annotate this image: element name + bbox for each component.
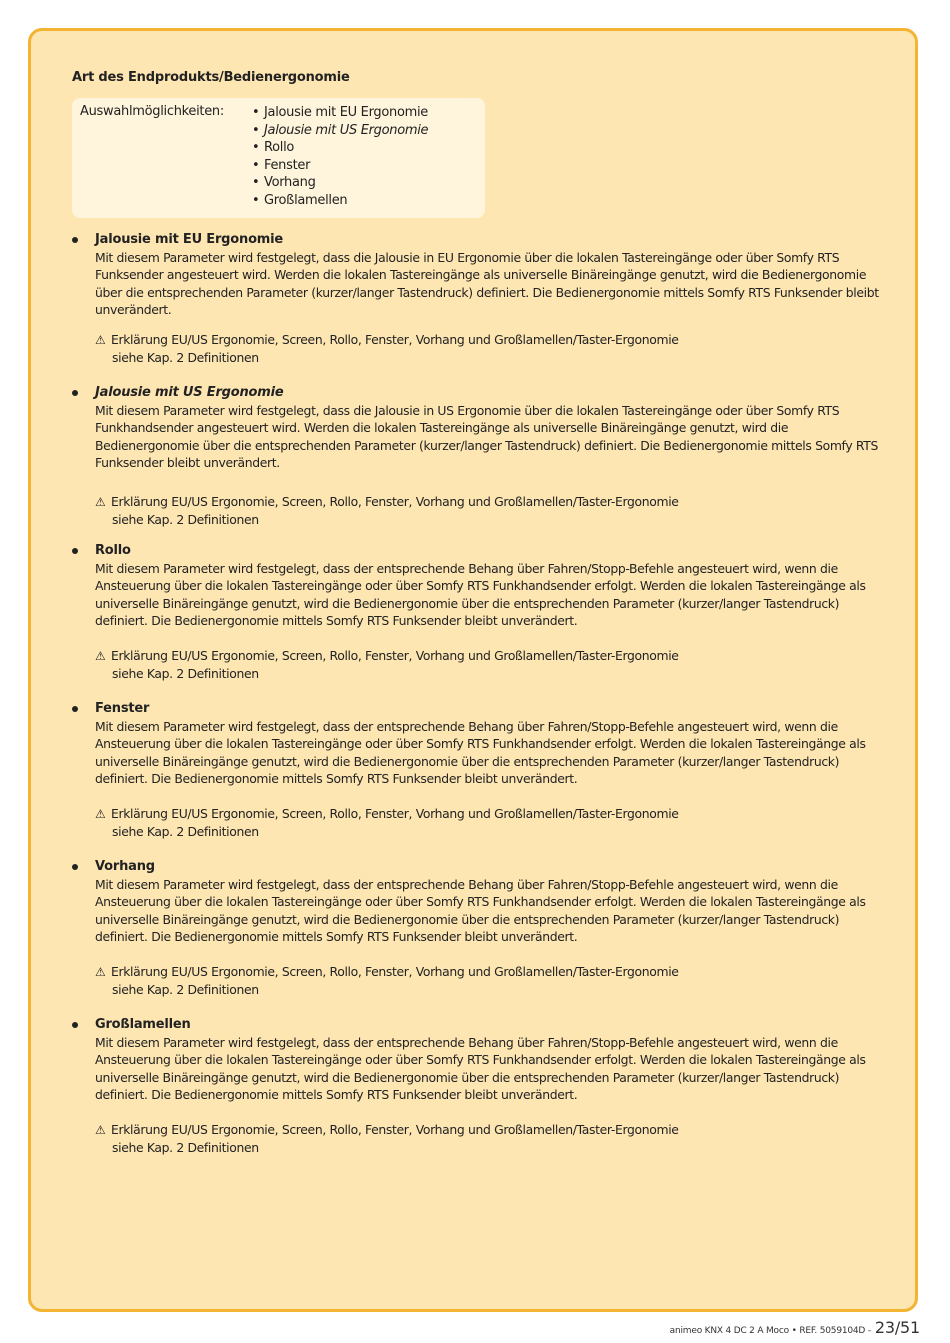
bullet-icon [72, 548, 78, 554]
page-number: 23/51 [874, 1318, 920, 1337]
footer-reference: animeo KNX 4 DC 2 A Moco • REF. 5059104D - [669, 1326, 871, 1336]
warning-triangle-icon: ⚠ [95, 494, 106, 509]
section-body: Mit diesem Parameter wird festgelegt, dass der entsprechende Behang über Fahren/Stopp-Befehle angesteuert wird, wenn die Ansteuerung über die lokalen Tastereingänge oder über Somfy RTS Funkhandsender erfolgt. Werden die lokalen Tastereingänge als universelle Binäreingänge genutzt, wird die Bedienergonomie über die entsprechenden Parameter (kurzer/langer Tastendruck) definiert. Die Bedienergonomie mittels Somfy RTS Funksender bleibt unverändert. [95, 560, 866, 628]
warning-triangle-icon: ⚠ [95, 648, 106, 663]
section-vorhang [72, 858, 882, 999]
bullet-icon [72, 864, 78, 870]
section-body: Mit diesem Parameter wird festgelegt, dass die Jalousie in EU Ergonomie über die lokalen Tastereingänge oder über Somfy RTS Funksender angesteuert wird. Werden die lokalen Tastereingänge als universelle Binäreingänge genutzt, wird die Bedienergonomie über die entsprechenden Parameter (kurzer/langer Tastendruck) definiert. Die Bedienergonomie mittels Somfy RTS Funksender bleibt unverändert. [95, 249, 879, 317]
section-body: Mit diesem Parameter wird festgelegt, dass der entsprechende Behang über Fahren/Stopp-Befehle angesteuert wird, wenn die Ansteuerung über die lokalen Tastereingänge oder über Somfy RTS Funkhandsender erfolgt. Werden die lokalen Tastereingänge als universelle Binäreingänge genutzt, wird die Bedienergonomie über die entsprechenden Parameter (kurzer/langer Tastendruck) definiert. Die Bedienergonomie mittels Somfy RTS Funksender bleibt unverändert. [95, 718, 866, 786]
options-list [252, 104, 428, 209]
section-body: Mit diesem Parameter wird festgelegt, dass die Jalousie in US Ergonomie über die lokalen Tastereingänge oder über Somfy RTS Funkhandsender angesteuert wird. Werden die lokalen Tastereingänge als universelle Binäreingänge genutzt, wird die Bedienergonomie über die entsprechenden Parameter (kurzer/langer Tastendruck) definiert. Die Bedienergonomie mittels Somfy RTS Funksender bleibt unverändert. [95, 402, 878, 470]
section-title: Fenster [95, 701, 150, 716]
bullet-icon [72, 1022, 78, 1028]
section-jalousie-us [72, 384, 882, 529]
section-ref: siehe Kap. 2 Definitionen [112, 666, 259, 681]
section-note: ⚠ Erklärung EU/US Ergonomie, Screen, Rollo, Fenster, Vorhang und Großlamellen/Taster-Ergonomie siehe Kap. 2 Definitionen [95, 331, 882, 367]
section-note: ⚠ Erklärung EU/US Ergonomie, Screen, Rollo, Fenster, Vorhang und Großlamellen/Taster-Ergonomie siehe Kap. 2 Definitionen [95, 963, 882, 999]
section-ref: siehe Kap. 2 Definitionen [112, 1140, 259, 1155]
warning-triangle-icon: ⚠ [95, 964, 106, 979]
section-title: Jalousie mit EU Ergonomie [95, 232, 284, 247]
option-item: • Vorhang [252, 175, 316, 190]
section-fenster [72, 700, 882, 841]
section-note: ⚠ Erklärung EU/US Ergonomie, Screen, Rollo, Fenster, Vorhang und Großlamellen/Taster-Ergonomie siehe Kap. 2 Definitionen [95, 1121, 882, 1157]
warning-triangle-icon: ⚠ [95, 806, 106, 821]
option-item: • Rollo [252, 140, 295, 155]
option-item: • Jalousie mit EU Ergonomie [252, 105, 428, 120]
section-note: ⚠ Erklärung EU/US Ergonomie, Screen, Rollo, Fenster, Vorhang und Großlamellen/Taster-Ergonomie siehe Kap. 2 Definitionen [95, 647, 882, 683]
section-title: Vorhang [95, 859, 155, 874]
warning-triangle-icon: ⚠ [95, 1122, 106, 1137]
options-box [72, 98, 485, 218]
bullet-icon [72, 237, 78, 243]
section-ref: siehe Kap. 2 Definitionen [112, 512, 259, 527]
section-body: Mit diesem Parameter wird festgelegt, dass der entsprechende Behang über Fahren/Stopp-Befehle angesteuert wird, wenn die Ansteuerung über die lokalen Tastereingänge oder über Somfy RTS Funkhandsender erfolgt. Werden die lokalen Tastereingänge als universelle Binäreingänge genutzt, wird die Bedienergonomie über die entsprechenden Parameter (kurzer/langer Tastendruck) definiert. Die Bedienergonomie mittels Somfy RTS Funksender bleibt unverändert. [95, 1034, 866, 1102]
section-ref: siehe Kap. 2 Definitionen [112, 982, 259, 997]
options-label: Auswahlmöglichkeiten: [80, 104, 224, 119]
option-item: • Großlamellen [252, 192, 348, 208]
warning-triangle-icon: ⚠ [95, 332, 106, 347]
section-rollo [72, 542, 882, 683]
section-grosslamellen [72, 1016, 882, 1157]
option-item: • Jalousie mit US Ergonomie [252, 122, 429, 138]
bullet-icon [72, 706, 78, 712]
section-note: ⚠ Erklärung EU/US Ergonomie, Screen, Rollo, Fenster, Vorhang und Großlamellen/Taster-Ergonomie siehe Kap. 2 Definitionen [95, 805, 882, 841]
section-ref: siehe Kap. 2 Definitionen [112, 824, 259, 839]
section-note: ⚠ Erklärung EU/US Ergonomie, Screen, Rollo, Fenster, Vorhang und Großlamellen/Taster-Ergonomie siehe Kap. 2 Definitionen [95, 493, 882, 529]
section-jalousie-eu [72, 231, 882, 367]
bullet-icon [72, 390, 78, 396]
section-body: Mit diesem Parameter wird festgelegt, dass der entsprechende Behang über Fahren/Stopp-Befehle angesteuert wird, wenn die Ansteuerung über die lokalen Tastereingänge oder über Somfy RTS Funkhandsender erfolgt. Werden die lokalen Tastereingänge als universelle Binäreingänge genutzt, wird die Bedienergonomie über die entsprechenden Parameter (kurzer/langer Tastendruck) definiert. Die Bedienergonomie mittels Somfy RTS Funksender bleibt unverändert. [95, 876, 866, 944]
section-title: Großlamellen [95, 1017, 191, 1032]
section-ref: siehe Kap. 2 Definitionen [112, 350, 259, 365]
section-title: Rollo [95, 543, 131, 558]
section-title: Jalousie mit US Ergonomie [95, 385, 284, 400]
section-heading: Art des Endprodukts/Bedienergonomie [72, 70, 350, 85]
option-item: • Fenster [252, 157, 311, 173]
page-footer [670, 1318, 920, 1337]
